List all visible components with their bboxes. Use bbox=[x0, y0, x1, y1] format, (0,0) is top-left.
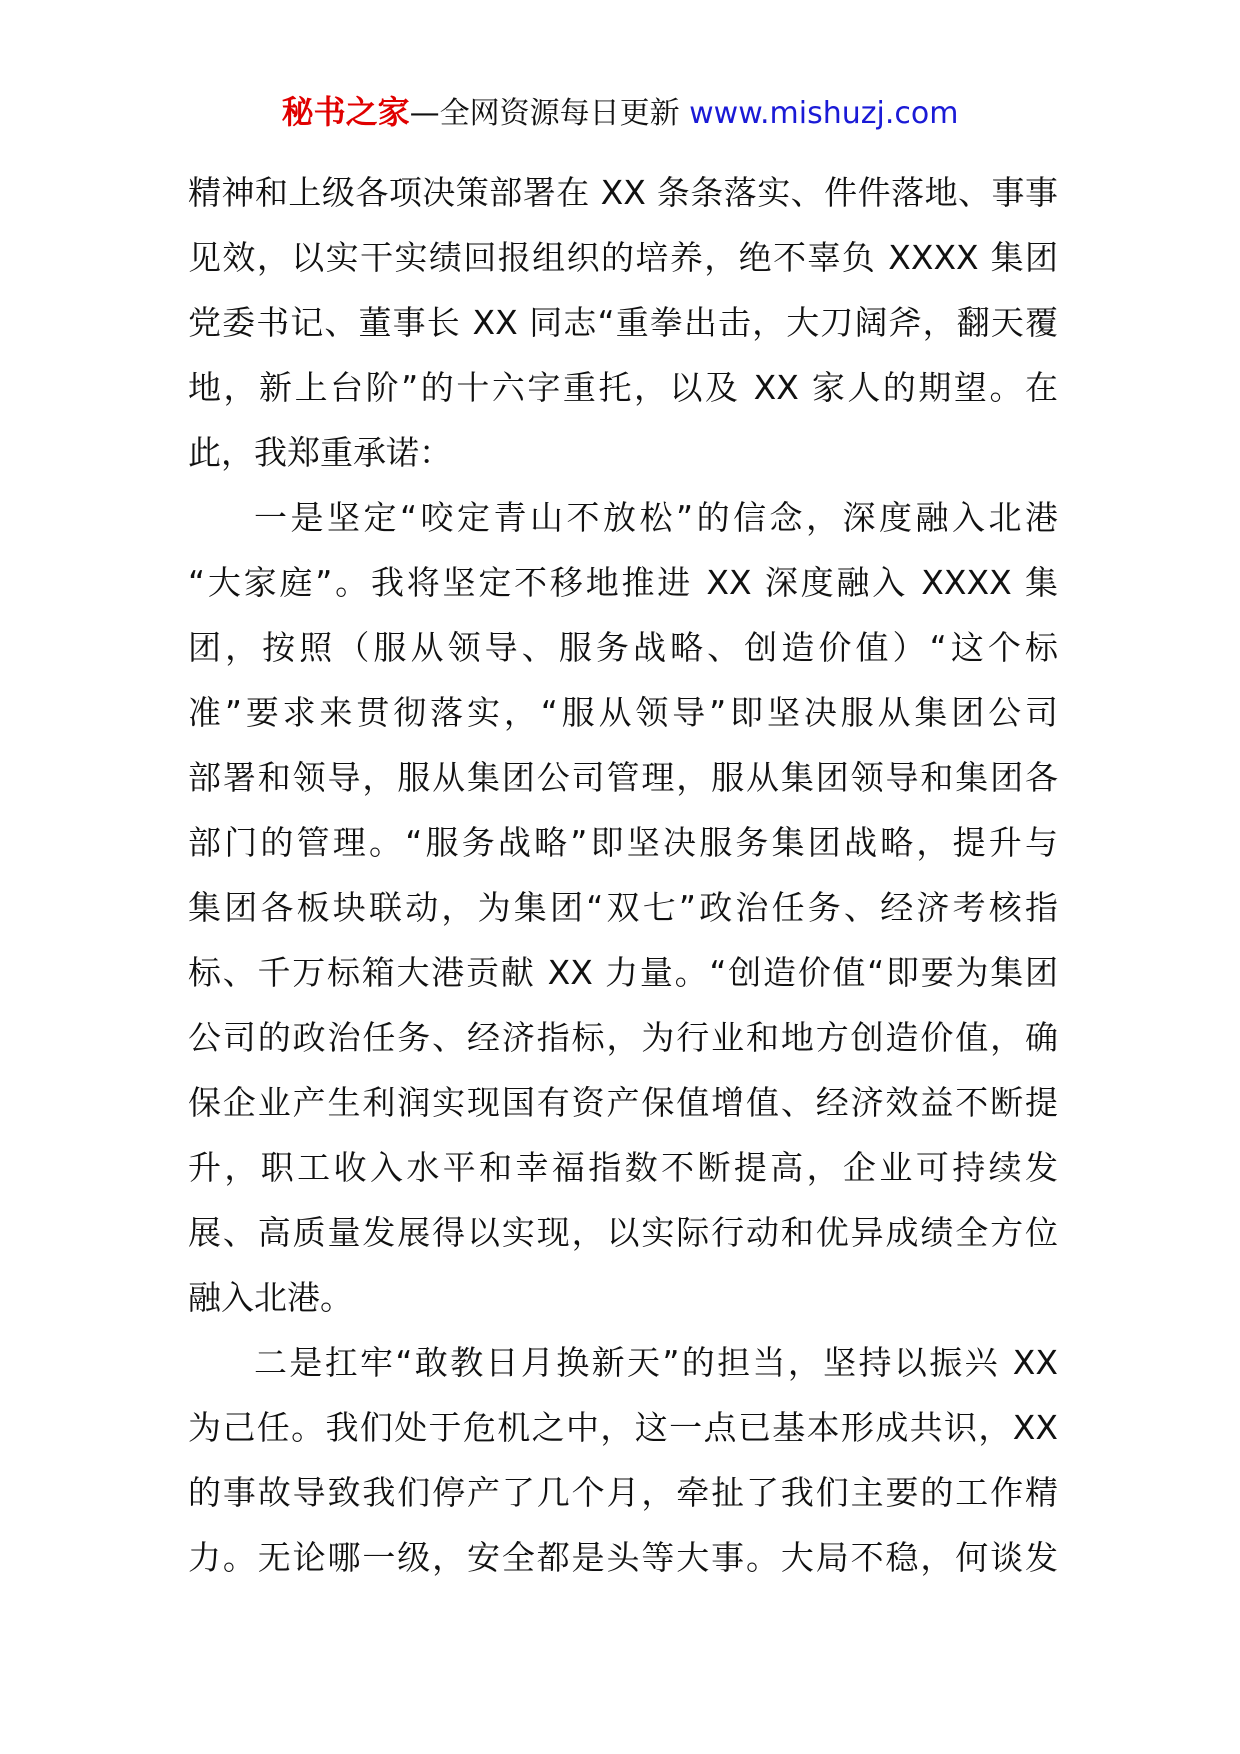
text-line: 团，按照（服从领导、服务战略、创造价值）“这个标 bbox=[188, 628, 1058, 667]
site-url-link[interactable]: www.mishuzj.com bbox=[689, 96, 959, 131]
text-line: 精神和上级各项决策部署在 XX 条条落实、件件落地、事事 bbox=[188, 173, 1058, 212]
brand-name: 秘书之家 bbox=[281, 93, 410, 131]
text-line: 部门的管理。“服务战略”即坚决服务集团战略，提升与 bbox=[188, 823, 1058, 862]
text-line: 保企业产生利润实现国有资产保值增值、经济效益不断提 bbox=[188, 1083, 1058, 1122]
text-line: 的事故导致我们停产了几个月，牵扯了我们主要的工作精 bbox=[188, 1473, 1058, 1512]
text-line: 展、高质量发展得以实现，以实际行动和优异成绩全方位 bbox=[188, 1213, 1058, 1252]
text-line: 此，我郑重承诺： bbox=[188, 433, 452, 472]
text-line: 二是扛牢“敢教日月换新天”的担当，坚持以振兴 XX bbox=[254, 1343, 1058, 1382]
text-line: 见效，以实干实绩回报组织的培养，绝不辜负 XXXX 集团 bbox=[188, 238, 1058, 277]
text-line: 集团各板块联动，为集团“双七”政治任务、经济考核指 bbox=[188, 888, 1058, 927]
text-line: 融入北港。 bbox=[188, 1278, 353, 1317]
text-line: 公司的政治任务、经济指标，为行业和地方创造价值，确 bbox=[188, 1018, 1058, 1057]
text-line: 升，职工收入水平和幸福指数不断提高，企业可持续发 bbox=[188, 1148, 1058, 1187]
document-body bbox=[188, 160, 1058, 1590]
text-line: 准”要求来贯彻落实，“服从领导”即坚决服从集团公司 bbox=[188, 693, 1058, 732]
text-line: 一是坚定“咬定青山不放松”的信念，深度融入北港 bbox=[254, 498, 1058, 537]
text-line: “大家庭”。我将坚定不移地推进 XX 深度融入 XXXX 集 bbox=[188, 563, 1058, 602]
text-line: 党委书记、董事长 XX 同志“重拳出击，大刀阔斧，翻天覆 bbox=[188, 303, 1058, 342]
text-line: 为己任。我们处于危机之中，这一点已基本形成共识，XX bbox=[188, 1408, 1058, 1447]
site-header bbox=[0, 92, 1240, 134]
text-line: 力。无论哪一级，安全都是头等大事。大局不稳，何谈发 bbox=[188, 1538, 1058, 1577]
text-line: 地，新上台阶”的十六字重托，以及 XX 家人的期望。在 bbox=[188, 368, 1058, 407]
header-tagline: —全网资源每日更新 bbox=[409, 96, 680, 131]
text-line: 部署和领导，服从集团公司管理，服从集团领导和集团各 bbox=[188, 758, 1058, 797]
text-line: 标、千万标箱大港贡献 XX 力量。“创造价值“即要为集团 bbox=[188, 953, 1058, 992]
